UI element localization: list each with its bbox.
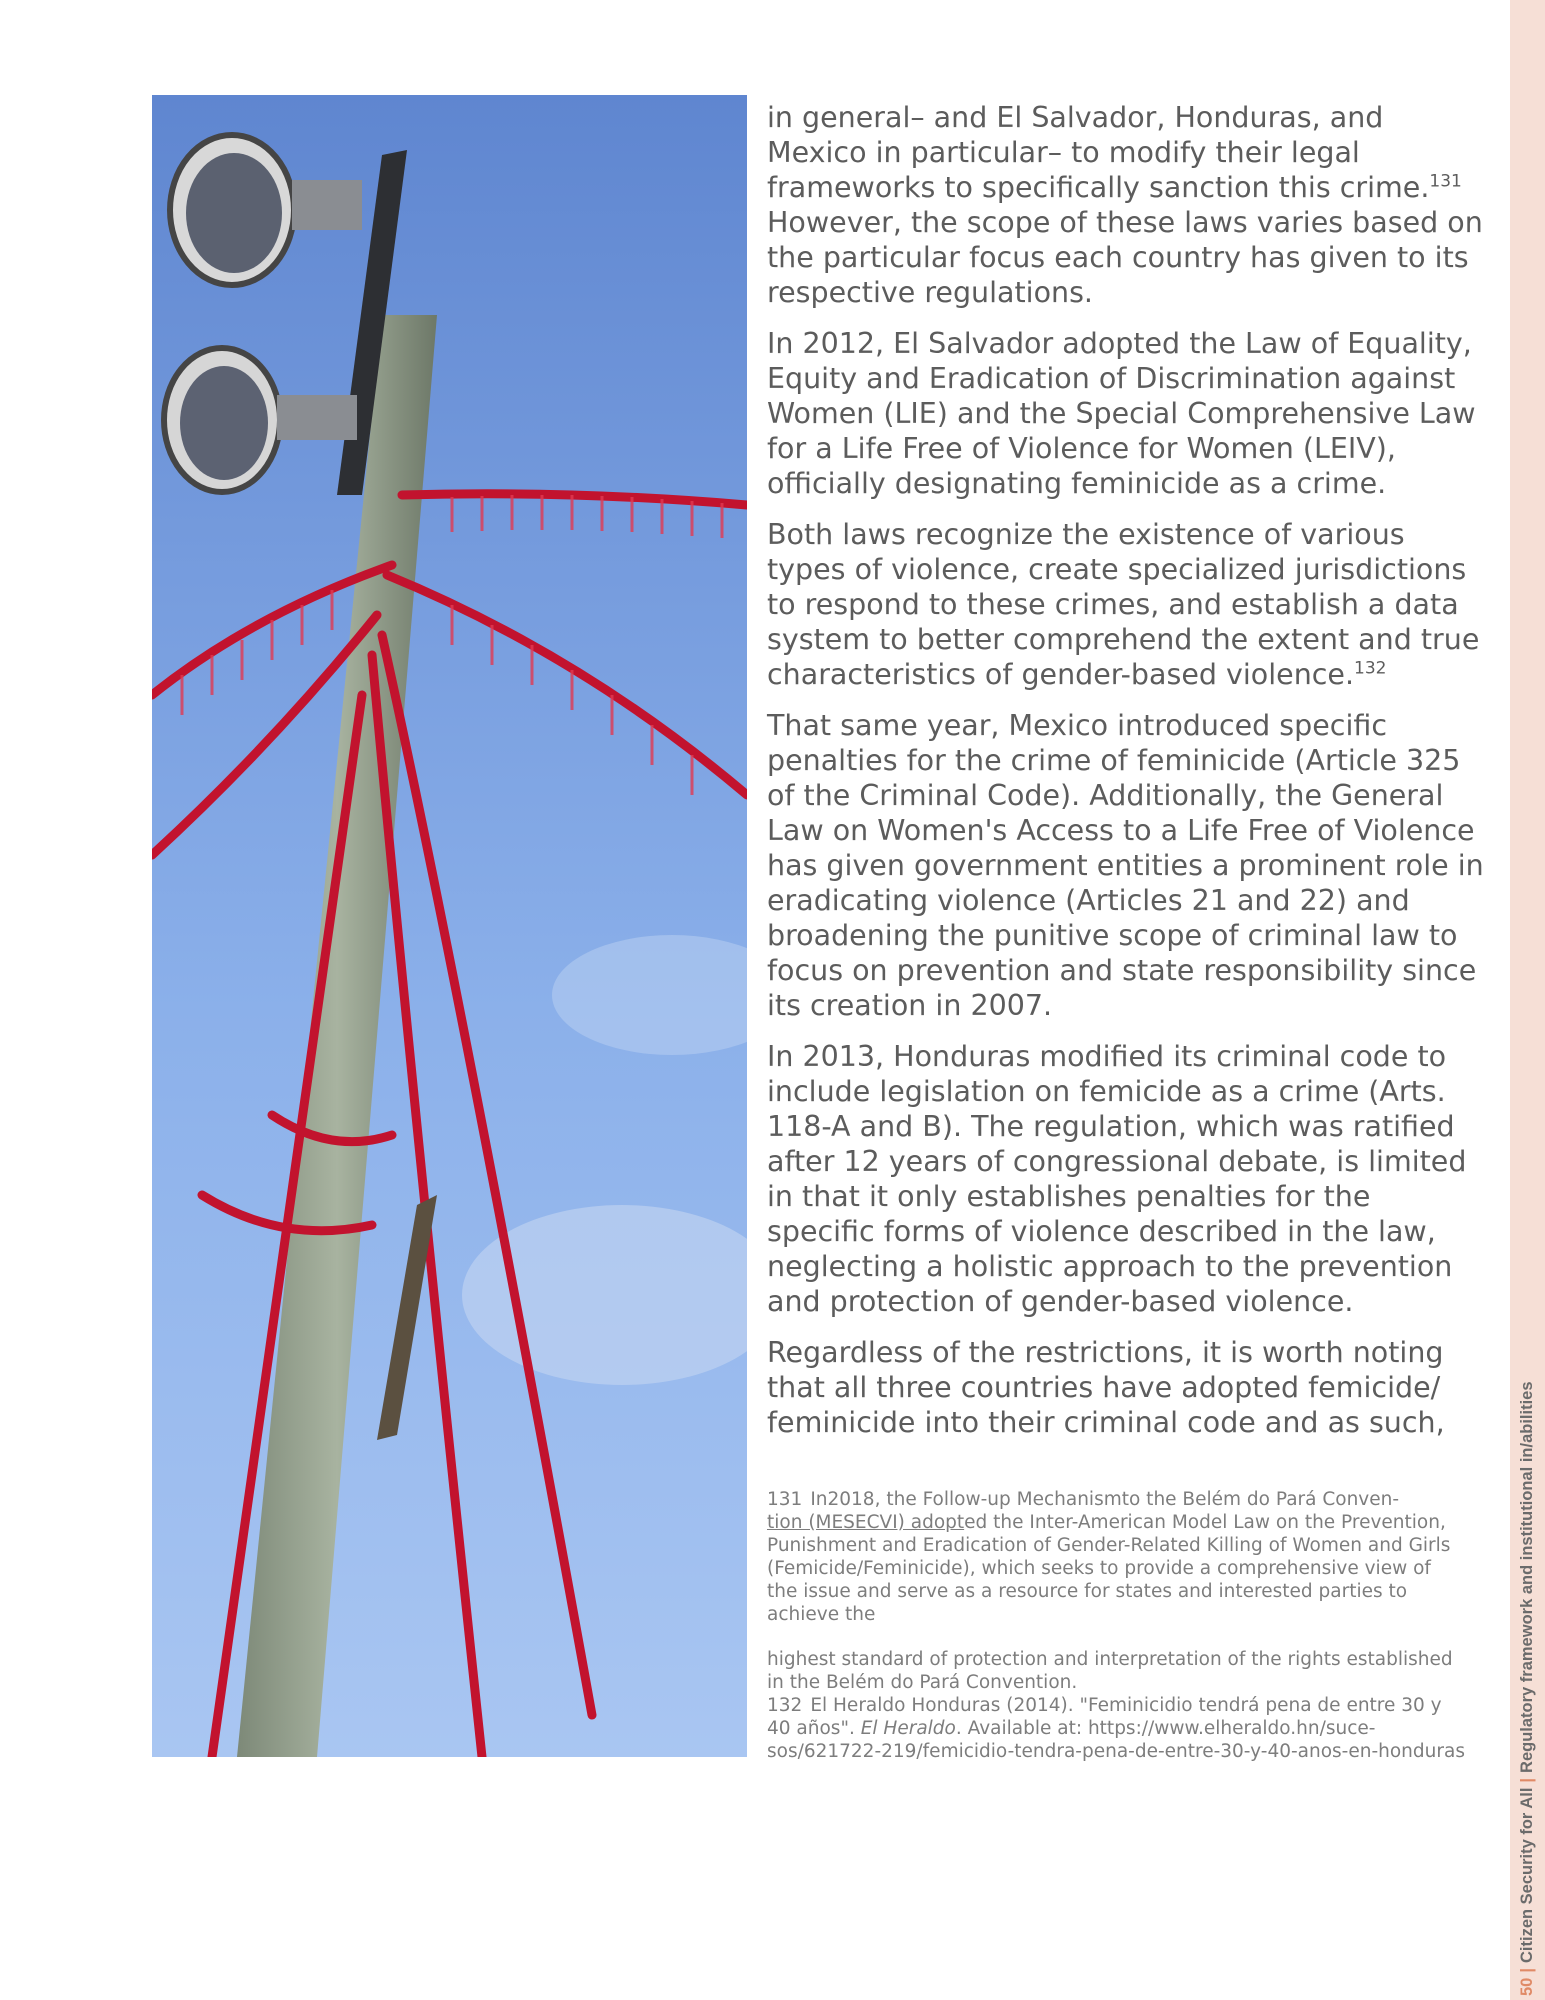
paragraph-3: Both laws recognize the existence of various types of violence, create specialized jurisdictions to respond to these crimes, and establish a data system to better comprehend the extent and true characteristics of gender-based violence.$^{132}$ [767, 518, 1480, 691]
maypole-illustration [152, 95, 747, 1757]
footnote-underlined-text: tion (MESECVI) adopt [767, 1512, 965, 1533]
paragraph-2: In 2012, El Salvador adopted the Law of Equality, Equity and Eradication of Discrimination against Women (LIE) and the Special Comprehensive Law for a Life Free of Violence for Women (LEIV), officially designating feminicide as a crime. [767, 327, 1476, 500]
footnote-131: 131 In2018, the Follow-up Mechanismto the Belém do Pará Conven- tion (MESECVI) adopted the Inter-American Model Law on the Prevention, Punishment and Eradication of Gender-Related Killing of Women and Girls (Femicide/Feminicide), which seeks to provide a comprehensive view of the issue and serve as a resource for states and interested parties to achieve the [767, 1489, 1451, 1625]
body-text-column [767, 100, 1487, 1456]
footnote-132: 132 El Heraldo Honduras (2014). "Feminicidio tendrá pena de entre 30 y 40 años". El Heraldo. Available at: https://www.elheraldo.hn/suce-sos/621722-219/femicidio-tendra-pena-de-entre-30-y-40-anos-en-honduras [767, 1695, 1465, 1762]
paragraph-1: in general– and El Salvador, Honduras, and Mexico in particular– to modify their legal frameworks to specifically sanction this crime.$^{131}$ However, the scope of these laws varies based on the particular focus each country has given to its respective regulations. [767, 101, 1483, 309]
footnote-131-continuation: highest standard of protection and interpretation of the rights established in the Belém do Pará Convention. [767, 1649, 1453, 1693]
paragraph-6: Regardless of the restrictions, it is worth noting that all three countries have adopted femicide/ feminicide into their criminal code and as such, [767, 1336, 1445, 1439]
footnote-ref-132[interactable]: 132 [1354, 658, 1387, 679]
separator: | [1518, 1777, 1536, 1783]
footnote-number: 131 [767, 1489, 803, 1510]
chapter-title: Regulatory framework and institutional in/abilities [1518, 1381, 1536, 1773]
paragraph-4: That same year, Mexico introduced specific penalties for the crime of feminicide (Article 325 of the Criminal Code). Additionally, the General Law on Women's Access to a Life Free of Violence has given government entities a prominent role in eradicating violence (Articles 21 and 22) and broadening the punitive scope of criminal law to focus on prevention and state responsibility since its creation in 2007. [767, 709, 1484, 1022]
separator: | [1518, 1968, 1536, 1973]
footnotes-continued [767, 1648, 1467, 1763]
footnote-link-text[interactable]: . Available at: https://www.elheraldo.hn/suce-sos/621722-219/femicidio-tendra-pena-de-entre-30-y-40-anos-en-honduras [767, 1718, 1465, 1762]
paragraph-5: In 2013, Honduras modified its criminal code to include legislation on femicide as a crime (Arts. 118-A and B). The regulation, which was ratified after 12 years of congressional debate, is limited in that it only establishes penalties for the specific forms of violence described in the law, neglecting a holistic approach to the prevention and protection of gender-based violence. [767, 1040, 1467, 1318]
running-footer [1510, 1300, 1545, 2000]
maypole-photo [152, 95, 747, 1757]
footnote-number: 132 [767, 1695, 803, 1716]
footnote-ref-131[interactable]: 131 [1429, 171, 1462, 192]
page-number: 50 [1518, 1977, 1536, 1996]
publication-title: Citizen Security for All [1518, 1787, 1536, 1964]
